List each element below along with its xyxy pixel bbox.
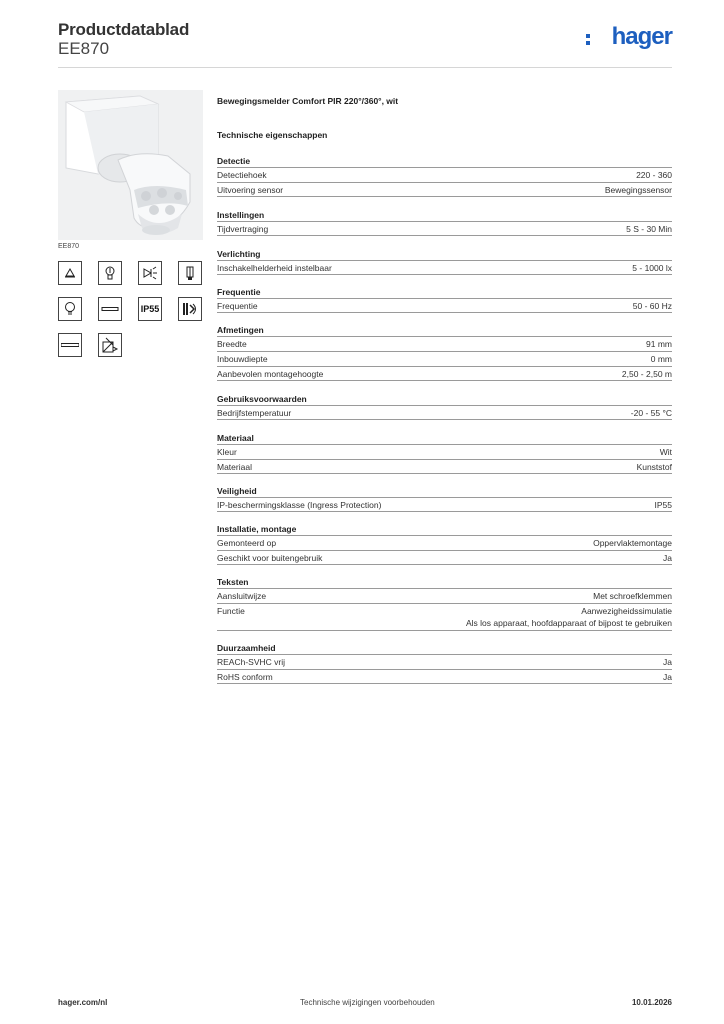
section-verlichting <box>217 248 672 275</box>
spec-row <box>217 405 672 420</box>
section-detectie <box>217 155 672 197</box>
spec-row <box>217 535 672 550</box>
spec-label: Breedte <box>217 339 247 349</box>
spec-row <box>217 351 672 366</box>
lamp-icon <box>58 261 82 285</box>
spec-value: Bewegingssensor <box>604 185 672 195</box>
spec-value: Ja <box>663 657 672 667</box>
spec-value: 91 mm <box>646 339 672 349</box>
spec-row <box>217 182 672 197</box>
spec-label: Frequentie <box>217 301 258 311</box>
spec-row <box>217 444 672 459</box>
footer-disclaimer: Technische wijzigingen voorbehouden <box>300 998 435 1007</box>
spec-heading: Technische eigenschappen <box>217 130 328 140</box>
mounting-height-icon <box>98 333 122 357</box>
section-afmetingen <box>217 324 672 381</box>
spec-label: Aanbevolen montagehoogte <box>217 369 324 379</box>
ip-rating-badge: IP55 <box>138 297 162 321</box>
brand-name: hager <box>611 23 672 50</box>
spec-label: Inbouwdiepte <box>217 354 268 364</box>
document-title: Productdatablad <box>58 20 190 39</box>
spec-row <box>217 298 672 313</box>
spec-value-secondary: Als los apparaat, hoofdapparaat of bijpost te gebruiken <box>465 618 672 628</box>
hager-logo <box>592 23 672 52</box>
section-title: Frequentie <box>217 287 261 297</box>
spec-row <box>217 497 672 512</box>
spec-label: Uitvoering sensor <box>217 185 284 195</box>
section-title: Instellingen <box>217 210 265 220</box>
spec-label: IP-beschermingsklasse (Ingress Protection) <box>217 500 382 510</box>
motion-wave-icon <box>178 297 202 321</box>
logo-dot <box>586 34 590 38</box>
section-gebruiksvoorwaarden <box>217 393 672 420</box>
spec-label: Tijdvertraging <box>217 224 269 234</box>
section-title: Materiaal <box>217 433 254 443</box>
spec-value: Ja <box>663 672 672 682</box>
product-image <box>58 90 203 240</box>
spec-value: 0 mm <box>650 354 672 364</box>
spec-row <box>217 260 672 275</box>
spec-value: 2,50 - 2,50 m <box>621 369 672 379</box>
spec-value: IP55 <box>654 500 672 510</box>
long-tube-icon <box>58 333 82 357</box>
product-description: Bewegingsmelder Comfort PIR 220°/360°, wit <box>217 96 399 106</box>
logo-dot <box>586 41 590 45</box>
section-installatie-montage <box>217 523 672 565</box>
spec-row <box>217 550 672 565</box>
fluorescent-tube-icon <box>178 261 202 285</box>
spec-row <box>217 669 672 684</box>
section-title: Gebruiksvoorwaarden <box>217 394 307 404</box>
section-teksten <box>217 576 672 631</box>
section-title: Detectie <box>217 156 251 166</box>
spec-value: 50 - 60 Hz <box>632 301 672 311</box>
tube-icon <box>98 297 122 321</box>
spec-row <box>217 603 672 631</box>
spec-row <box>217 366 672 381</box>
section-frequentie <box>217 286 672 313</box>
spec-value: Kunststof <box>636 462 672 472</box>
spec-value: Oppervlaktemontage <box>593 538 672 548</box>
spec-value: 5 S - 30 Min <box>626 224 672 234</box>
spec-row <box>217 167 672 182</box>
spec-label: Materiaal <box>217 462 252 472</box>
spec-label: RoHS conform <box>217 672 273 682</box>
spec-label: Bedrijfstemperatuur <box>217 408 292 418</box>
spec-label: Detectiehoek <box>217 170 267 180</box>
motion-detector-illustration <box>58 90 203 240</box>
spec-row <box>217 654 672 669</box>
section-title: Verlichting <box>217 249 261 259</box>
spec-value: Ja <box>663 553 672 563</box>
section-title: Afmetingen <box>217 325 264 335</box>
section-title: Installatie, montage <box>217 524 297 534</box>
product-code: EE870 <box>58 39 110 58</box>
spec-value: -20 - 55 °C <box>630 408 672 418</box>
spec-row <box>217 459 672 474</box>
section-instellingen <box>217 209 672 236</box>
spec-value: Met schroefklemmen <box>593 591 672 601</box>
spec-value: Wit <box>659 447 672 457</box>
spec-label: Geschikt voor buitengebruik <box>217 553 323 563</box>
page-header <box>58 20 672 70</box>
spec-label: Inschakelhelderheid instelbaar <box>217 263 332 273</box>
bulb-icon <box>98 261 122 285</box>
section-duurzaamheid <box>217 642 672 684</box>
section-title: Veiligheid <box>217 486 257 496</box>
section-veiligheid <box>217 485 672 512</box>
spec-row <box>217 336 672 351</box>
image-caption: EE870 <box>58 243 80 250</box>
spec-value: 5 - 1000 lx <box>632 263 672 273</box>
spec-label: Functie <box>217 606 245 616</box>
spec-label: REACh-SVHC vrij <box>217 657 286 667</box>
spec-value: 220 - 360 <box>636 170 672 180</box>
arrow-led-icon <box>138 261 162 285</box>
spec-row <box>217 588 672 603</box>
spec-label: Aansluitwijze <box>217 591 267 601</box>
section-title: Teksten <box>217 577 249 587</box>
section-materiaal <box>217 432 672 474</box>
spec-value: Aanwezigheidssimulatie <box>581 606 672 616</box>
footer-website-link[interactable]: hager.com/nl <box>58 998 108 1007</box>
bulb-outline-icon <box>58 297 82 321</box>
section-title: Duurzaamheid <box>217 643 276 653</box>
footer-date: 10.01.2026 <box>631 998 672 1007</box>
spec-label: Kleur <box>217 447 237 457</box>
spec-row <box>217 221 672 236</box>
spec-label: Gemonteerd op <box>217 538 277 548</box>
header-divider <box>58 67 672 68</box>
page-footer <box>58 998 672 1012</box>
